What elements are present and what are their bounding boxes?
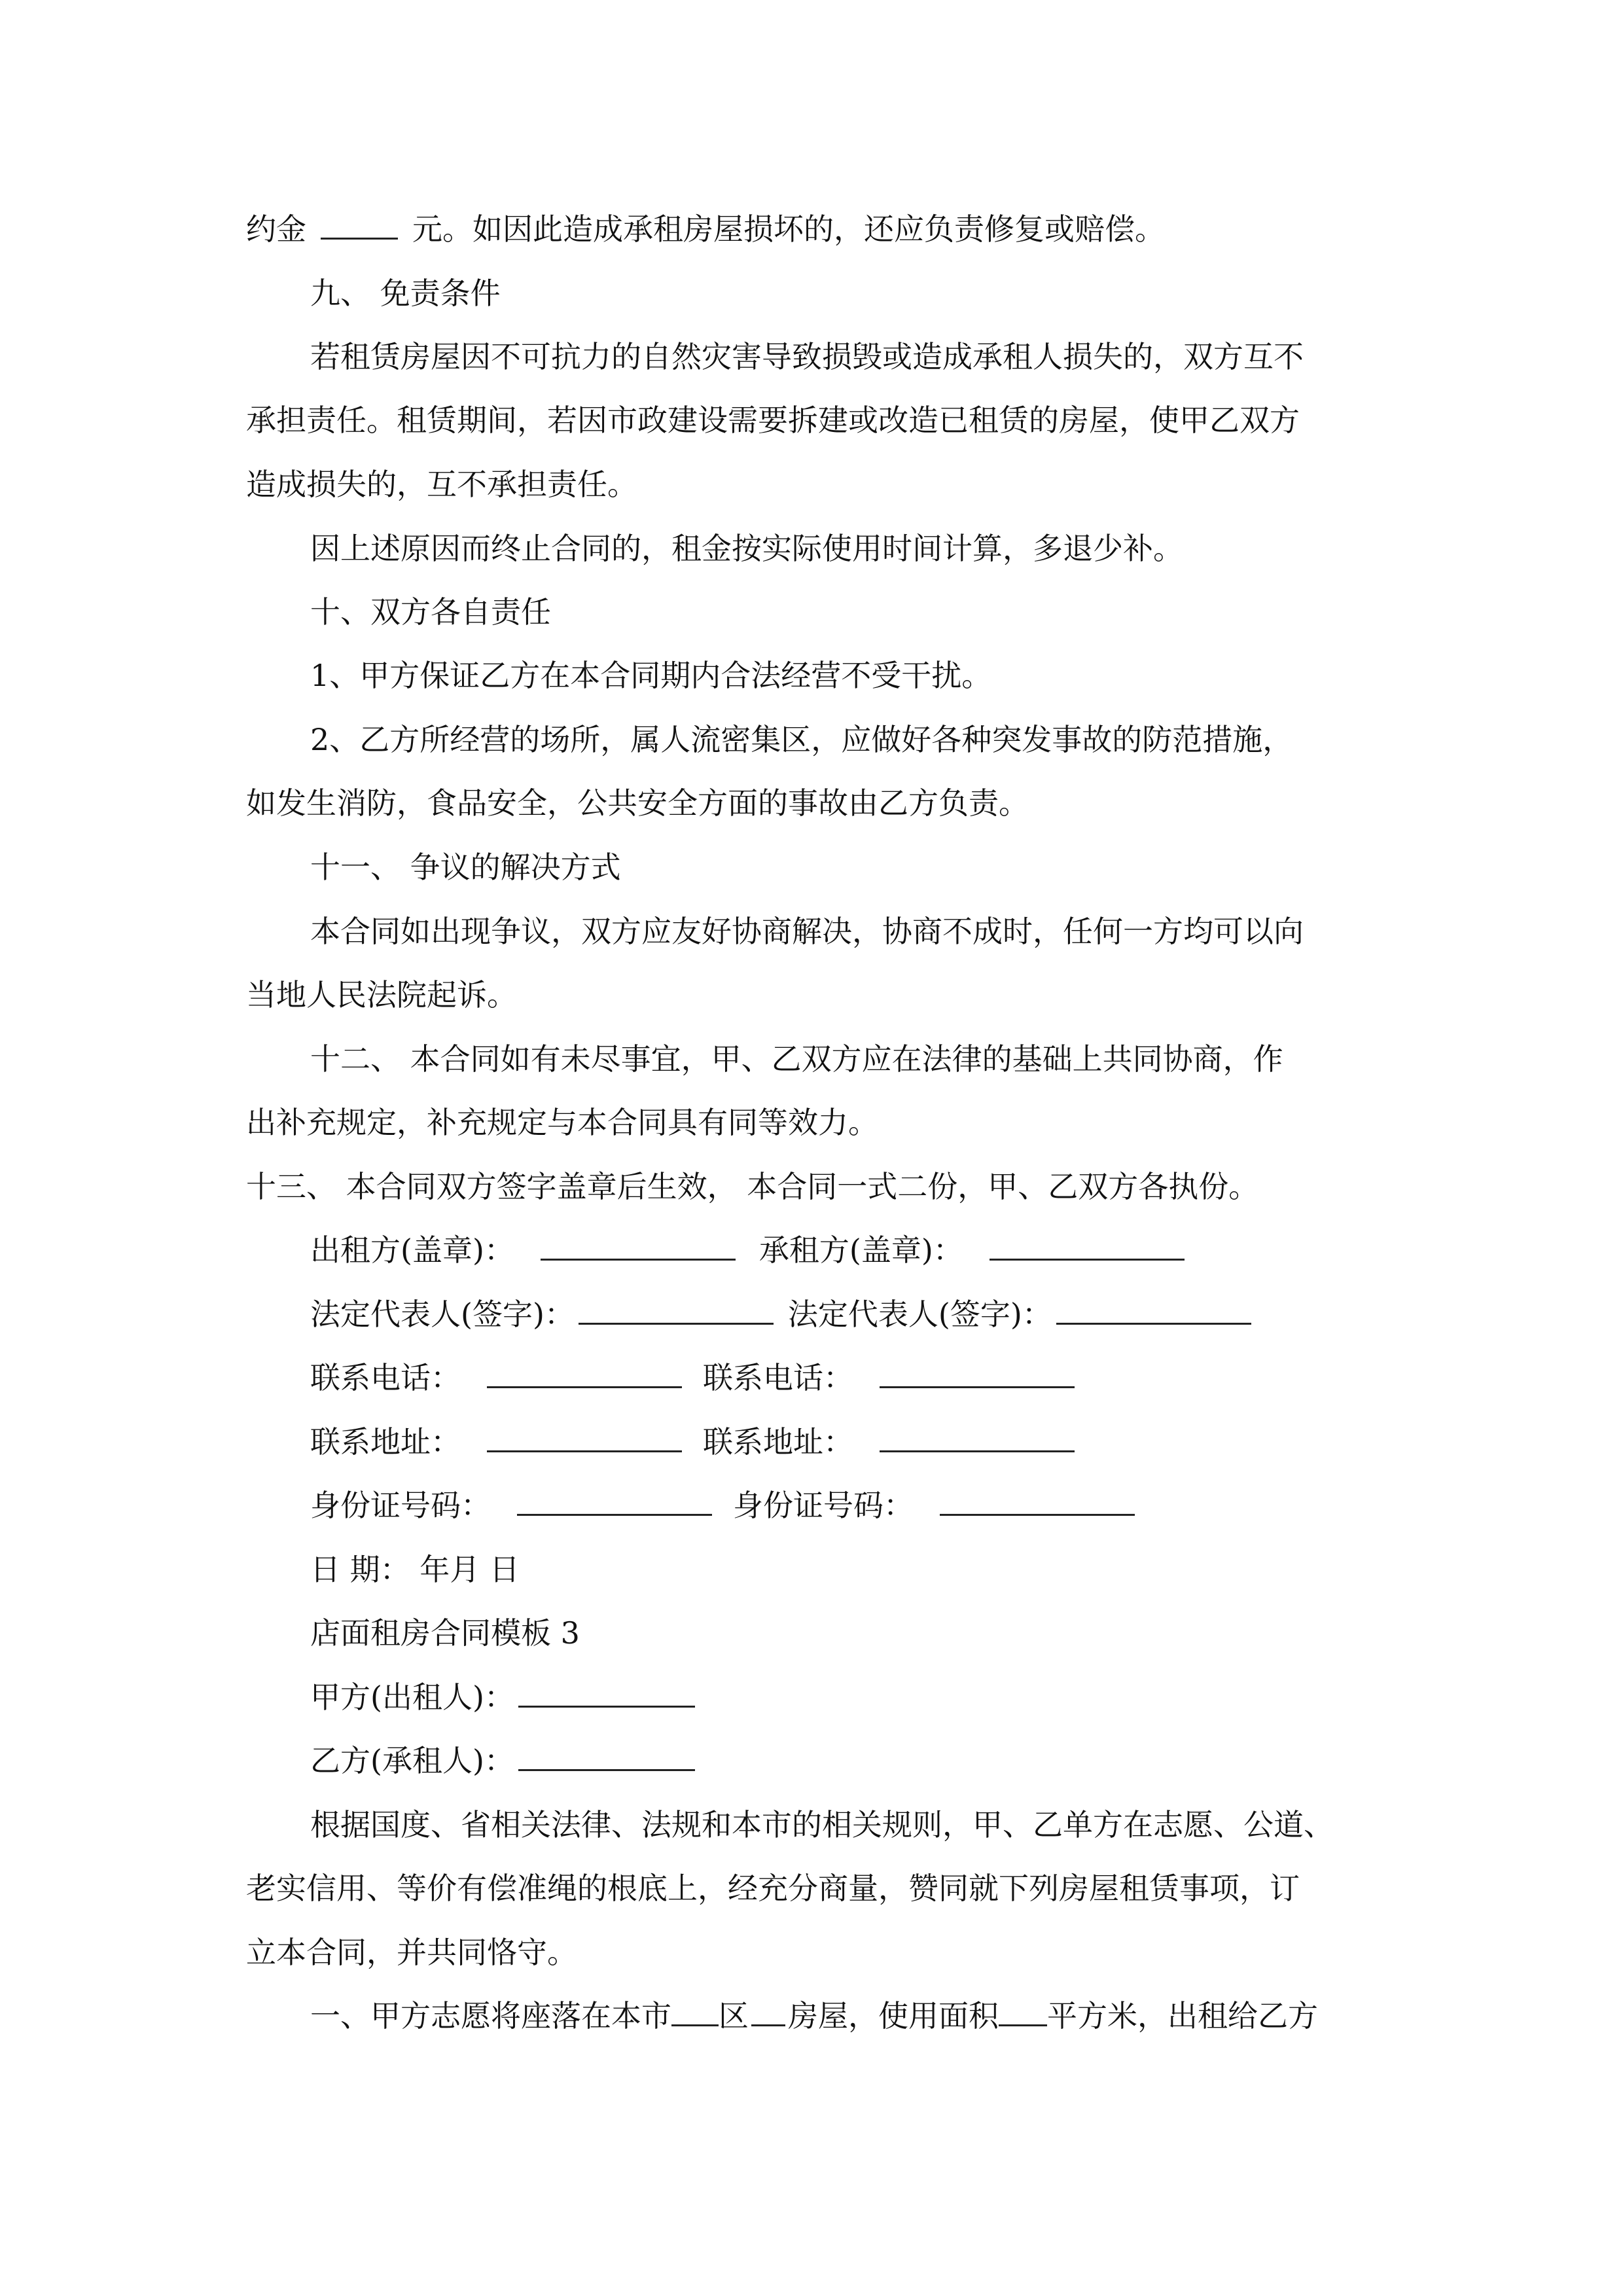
paragraph-line: 承担责任。租赁期间，若因市政建设需要拆建或改造已租赁的房屋，使甲乙双方 xyxy=(246,403,1300,438)
signature-label: 身份证号码： xyxy=(310,1488,491,1523)
paragraph-line: 如发生消防，食品安全，公共安全方面的事故由乙方负责。 xyxy=(246,785,1029,821)
signature-label: 联系电话： xyxy=(310,1360,461,1395)
fill-blank xyxy=(487,1424,682,1452)
fill-blank xyxy=(1056,1297,1251,1325)
fill-blank xyxy=(990,1232,1185,1261)
signature-label: 法定代表人(签字)： xyxy=(787,1297,1052,1332)
signature-label: 联系电话： xyxy=(703,1360,853,1395)
signature-label: 身份证号码： xyxy=(733,1488,914,1523)
fill-blank xyxy=(541,1232,736,1261)
paragraph-line: 根据国度、省相关法律、法规和本市的相关规则，甲、乙单方在志愿、公道、 xyxy=(310,1807,1334,1842)
section-heading: 十一、 争议的解决方式 xyxy=(310,850,621,885)
paragraph-line: 十二、 本合同如有未尽事宜，甲、乙双方应在法律的基础上共同协商，作 xyxy=(310,1041,1283,1077)
date-line: 日 期： 年月 日 xyxy=(310,1552,520,1587)
fill-blank xyxy=(940,1488,1135,1516)
fill-blank xyxy=(579,1297,774,1325)
fill-blank xyxy=(517,1488,712,1516)
fill-blank xyxy=(999,1998,1047,2026)
fill-blank xyxy=(751,1998,785,2026)
paragraph-line xyxy=(310,1996,1449,2036)
signature-label: 联系地址： xyxy=(703,1424,853,1460)
paragraph-line: 1、甲方保证乙方在本合同期内合法经营不受干扰。 xyxy=(310,658,992,693)
party-row xyxy=(310,1741,1449,1780)
text-fragment: 元。如因此造成承租房屋损坏的，还应负责修复或赔偿。 xyxy=(412,211,1165,247)
fill-blank xyxy=(880,1424,1075,1452)
paragraph-line: 本合同如出现争议，双方应友好协商解决，协商不成时，任何一方均可以向 xyxy=(310,914,1304,949)
fill-blank xyxy=(880,1360,1075,1388)
signature-row xyxy=(310,1295,1449,1334)
signature-label: 法定代表人(签字)： xyxy=(310,1297,575,1332)
fill-blank xyxy=(321,211,398,240)
fill-blank xyxy=(671,1998,719,2026)
text-fragment: 一、甲方志愿将座落在本市 xyxy=(310,1998,671,2034)
paragraph-line: 若租赁房屋因不可抗力的自然灾害导致损毁或造成承租人损失的，双方互不 xyxy=(310,339,1304,374)
section-heading: 九、 免责条件 xyxy=(310,276,501,311)
paragraph-line: 因上述原因而终止合同的，租金按实际使用时间计算，多退少补。 xyxy=(310,531,1183,566)
fill-blank xyxy=(518,1743,695,1771)
paragraph-line: 立本合同，并共同恪守。 xyxy=(246,1935,577,1970)
signature-label: 出租方(盖章)： xyxy=(310,1232,514,1268)
party-label: 甲方(出租人)： xyxy=(310,1679,514,1715)
party-label: 乙方(承租人)： xyxy=(310,1743,514,1778)
signature-row xyxy=(310,1230,1449,1270)
text-line xyxy=(246,209,1385,249)
paragraph-line: 当地人民法院起诉。 xyxy=(246,977,517,1013)
text-fragment: 约金 xyxy=(246,211,306,247)
text-fragment: 区 xyxy=(719,1998,749,2034)
paragraph-line: 出补充规定，补充规定与本合同具有同等效力。 xyxy=(246,1105,878,1140)
signature-row xyxy=(310,1486,1449,1525)
section-heading: 十、双方各自责任 xyxy=(310,594,551,630)
signature-label: 联系地址： xyxy=(310,1424,461,1460)
text-fragment: 房屋，使用面积 xyxy=(788,1998,999,2034)
fill-blank xyxy=(518,1679,695,1708)
paragraph-line: 老实信用、等价有偿准绳的根底上，经充分商量，赞同就下列房屋租赁事项，订 xyxy=(246,1871,1300,1906)
party-row xyxy=(310,1677,1449,1717)
signature-label: 承租方(盖章)： xyxy=(758,1232,963,1268)
paragraph-line: 十三、 本合同双方签字盖章后生效， 本合同一式二份，甲、乙双方各执份。 xyxy=(246,1169,1259,1204)
paragraph-line: 2、乙方所经营的场所，属人流密集区，应做好各种突发事故的防范措施， xyxy=(310,722,1293,757)
document-title: 店面租房合同模板 3 xyxy=(310,1615,580,1651)
paragraph-line: 造成损失的，互不承担责任。 xyxy=(246,467,637,502)
signature-row xyxy=(310,1358,1449,1397)
fill-blank xyxy=(487,1360,682,1388)
signature-row xyxy=(310,1422,1449,1462)
text-fragment: 平方米，出租给乙方 xyxy=(1047,1998,1318,2034)
